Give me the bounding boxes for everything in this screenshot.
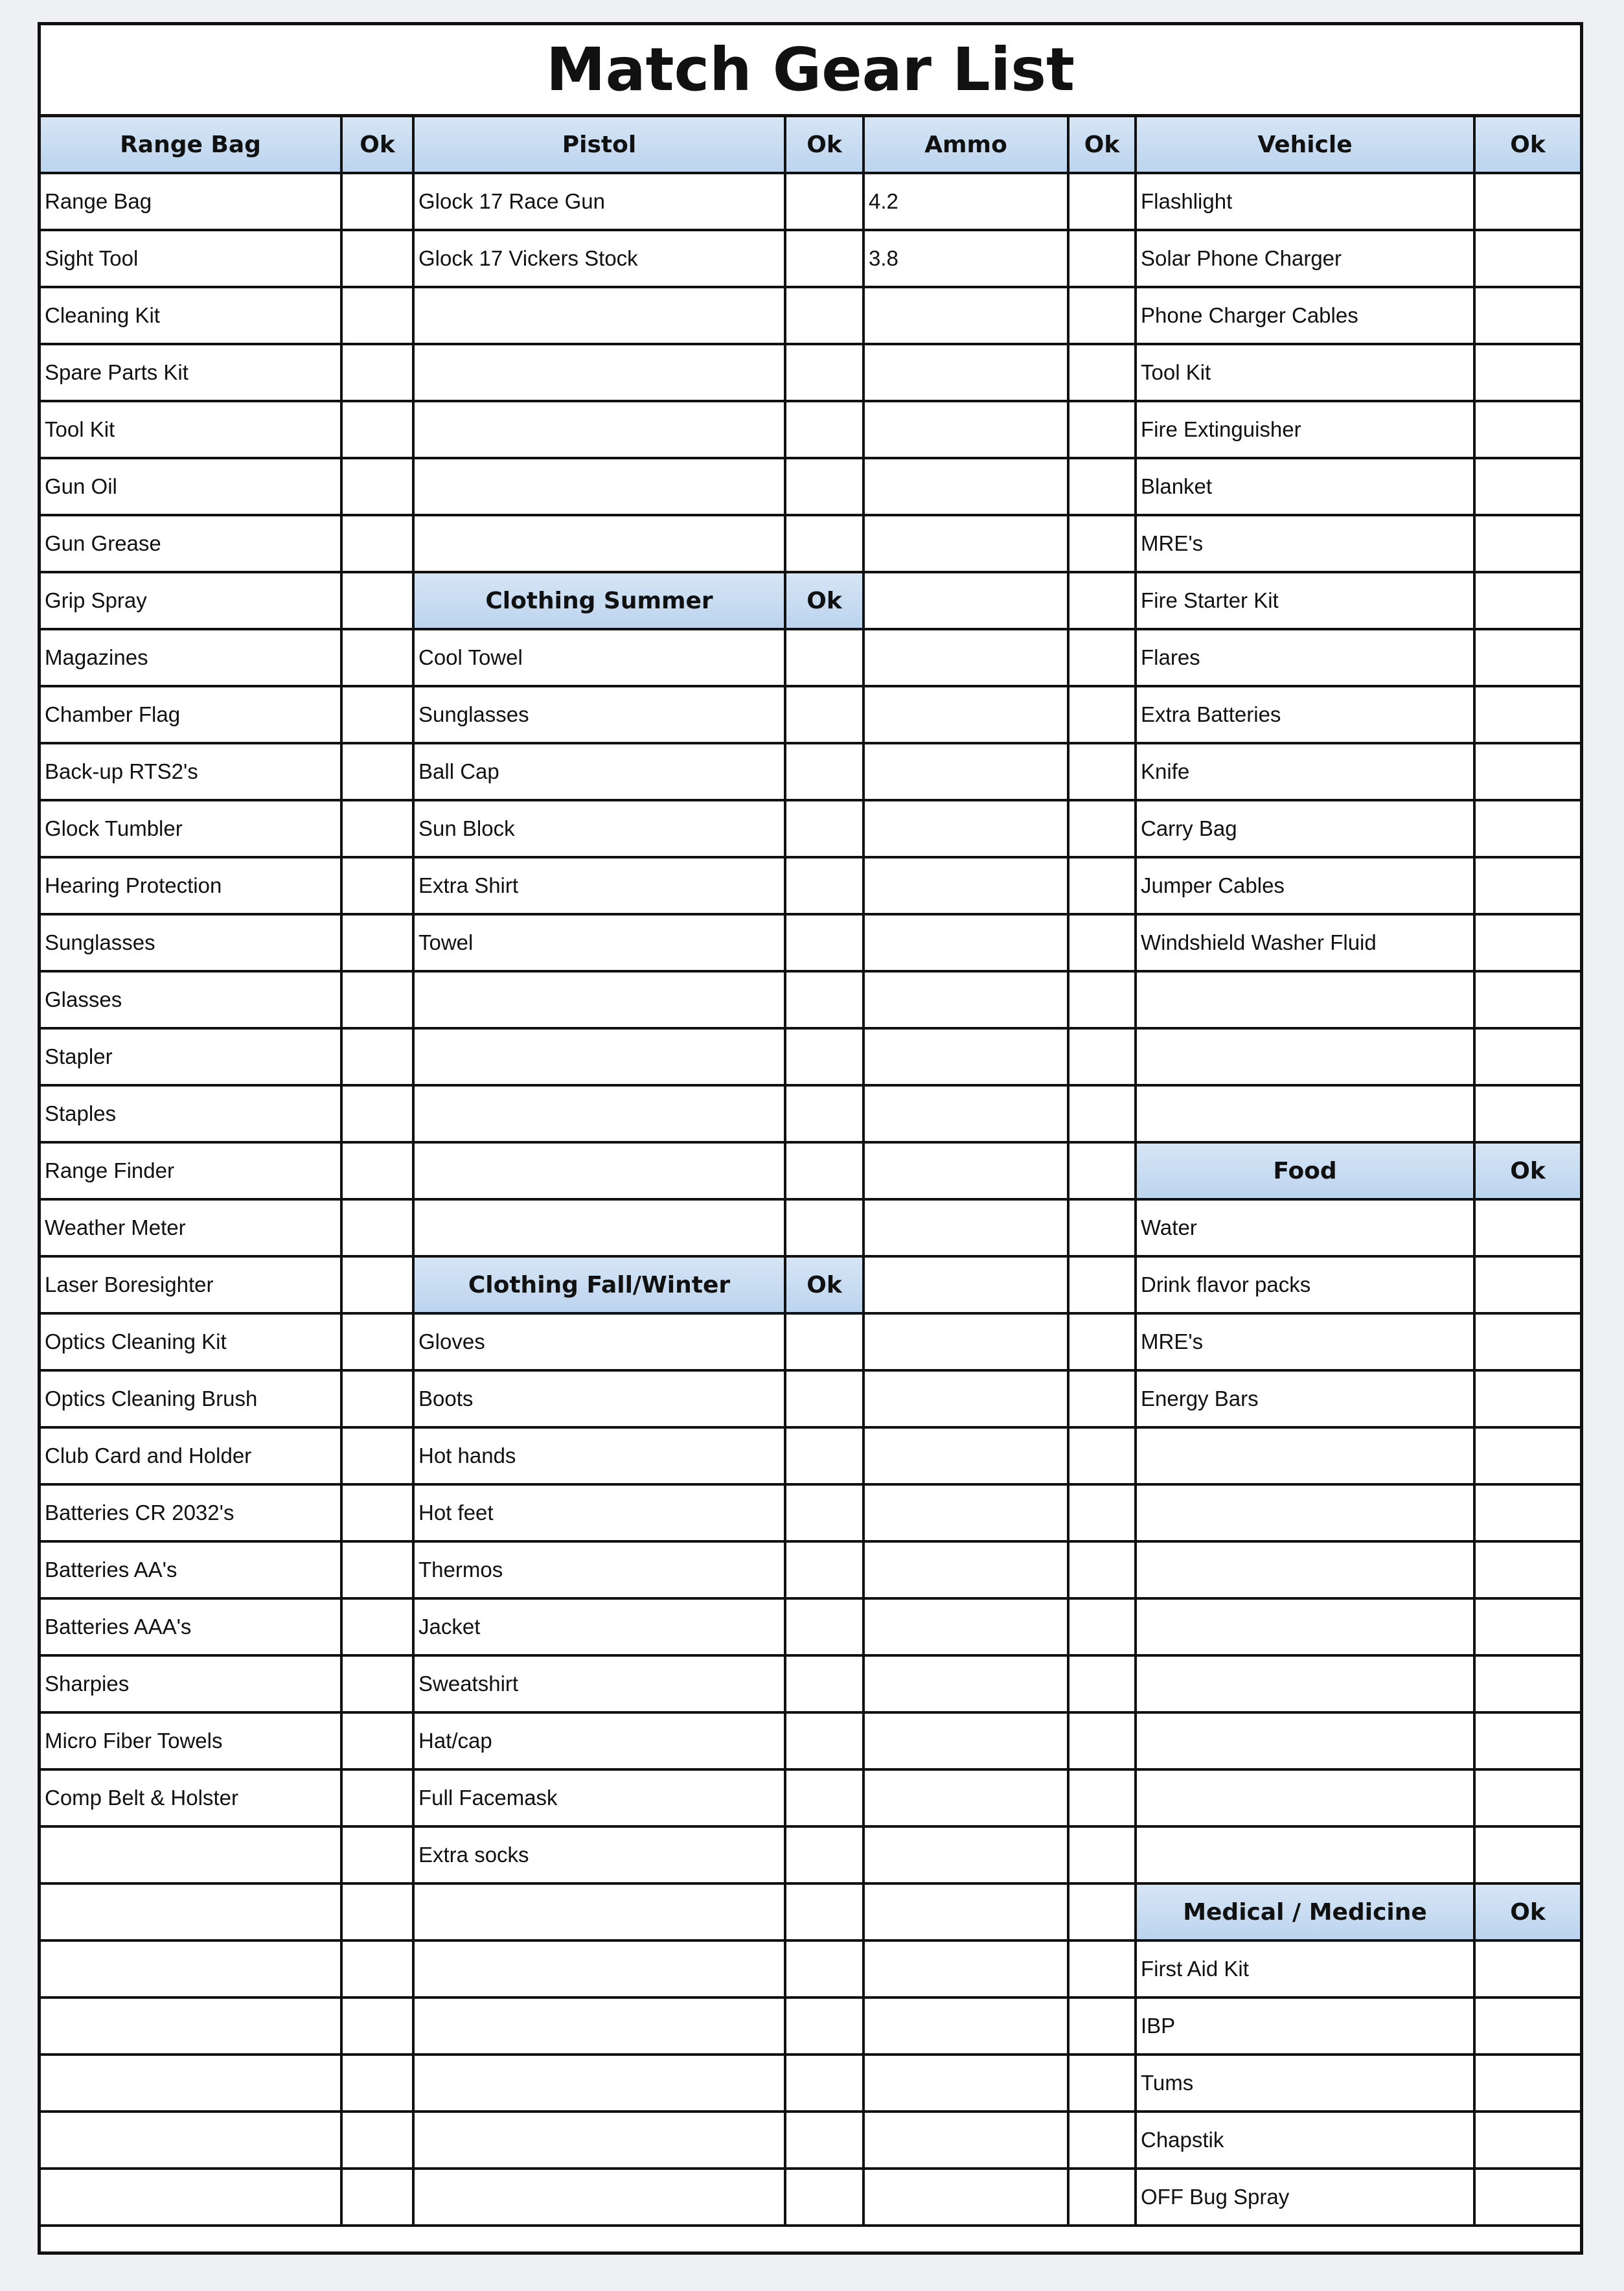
empty-cell [1137,1087,1476,1144]
empty-ok-cell[interactable] [1069,345,1137,402]
ok-checkbox-cell[interactable] [343,1372,415,1429]
ok-checkbox-cell[interactable] [1476,516,1580,573]
empty-ok-cell[interactable] [343,1828,415,1885]
list-item: Sunglasses [41,915,343,973]
list-item: Gun Oil [41,459,343,516]
list-item: Sunglasses [415,687,786,744]
empty-cell [865,1999,1069,2056]
empty-cell [41,2056,343,2113]
ok-checkbox-cell[interactable] [343,1087,415,1144]
pistol-ok-header: Ok [786,117,865,174]
vehicle-ok-header: Ok [1476,117,1580,174]
ok-checkbox-cell[interactable] [343,1771,415,1828]
empty-ok-cell[interactable] [1069,1486,1137,1543]
ok-checkbox-cell[interactable] [343,858,415,915]
ok-checkbox-cell[interactable] [1069,231,1137,288]
list-item: Glasses [41,973,343,1030]
food-ok-header: Ok [1476,1144,1580,1201]
ok-checkbox-cell[interactable] [343,915,415,973]
ok-checkbox-cell[interactable] [343,1144,415,1201]
empty-ok-cell[interactable] [786,345,865,402]
empty-ok-cell[interactable] [343,2170,415,2227]
empty-ok-cell[interactable] [1069,858,1137,915]
list-item: Knife [1137,744,1476,801]
empty-ok-cell[interactable] [1069,1657,1137,1714]
list-item: Optics Cleaning Kit [41,1315,343,1372]
empty-cell [415,2056,786,2113]
list-item: Range Bag [41,174,343,231]
ok-checkbox-cell[interactable] [1476,2170,1580,2227]
empty-cell [865,1372,1069,1429]
ok-checkbox-cell[interactable] [343,1258,415,1315]
empty-cell [865,2113,1069,2170]
list-item: Hot hands [415,1429,786,1486]
ok-checkbox-cell[interactable] [1476,630,1580,687]
ok-checkbox-cell[interactable] [343,1429,415,1486]
empty-ok-cell[interactable] [1069,459,1137,516]
gear-list-sheet [38,22,1583,2255]
list-item: Tool Kit [41,402,343,459]
list-item: Glock 17 Race Gun [415,174,786,231]
ok-checkbox-cell[interactable] [343,1543,415,1600]
empty-ok-cell[interactable] [1069,630,1137,687]
pistol-header: Pistol [415,117,786,174]
ok-checkbox-cell[interactable] [343,459,415,516]
list-item: Sun Block [415,801,786,858]
list-item: Grip Spray [41,573,343,630]
ok-checkbox-cell[interactable] [786,1771,865,1828]
empty-cell [865,402,1069,459]
empty-ok-cell[interactable] [1476,1714,1580,1771]
empty-cell [1137,1030,1476,1087]
empty-ok-cell[interactable] [1476,1486,1580,1543]
empty-ok-cell[interactable] [343,1885,415,1942]
list-item: Flares [1137,630,1476,687]
empty-ok-cell[interactable] [1069,1771,1137,1828]
clothing-fall-winter-ok-header: Ok [786,1258,865,1315]
list-item: Batteries AAA's [41,1600,343,1657]
list-item: Range Finder [41,1144,343,1201]
empty-cell [865,345,1069,402]
empty-ok-cell[interactable] [1476,1771,1580,1828]
list-item: Fire Extinguisher [1137,402,1476,459]
empty-ok-cell[interactable] [786,1999,865,2056]
vehicle-header: Vehicle [1137,117,1476,174]
ok-checkbox-cell[interactable] [786,1372,865,1429]
list-item: Full Facemask [415,1771,786,1828]
ok-checkbox-cell[interactable] [343,1657,415,1714]
ok-checkbox-cell[interactable] [343,801,415,858]
empty-cell [415,1144,786,1201]
empty-cell [865,288,1069,345]
empty-ok-cell[interactable] [1069,402,1137,459]
empty-cell [1137,1828,1476,1885]
ok-checkbox-cell[interactable] [1476,174,1580,231]
page-title: Match Gear List [41,25,1580,117]
empty-cell [415,459,786,516]
list-item: OFF Bug Spray [1137,2170,1476,2227]
empty-ok-cell[interactable] [1069,516,1137,573]
empty-ok-cell[interactable] [1069,1144,1137,1201]
empty-cell [865,1030,1069,1087]
list-item: Chapstik [1137,2113,1476,2170]
empty-cell [415,1999,786,2056]
list-item: Staples [41,1087,343,1144]
empty-ok-cell[interactable] [786,1942,865,1999]
empty-cell [865,573,1069,630]
list-item: Comp Belt & Holster [41,1771,343,1828]
list-item: Ball Cap [415,744,786,801]
ok-checkbox-cell[interactable] [1476,858,1580,915]
ok-checkbox-cell[interactable] [786,801,865,858]
empty-ok-cell[interactable] [786,1087,865,1144]
clothing-summer-header: Clothing Summer [415,573,786,630]
empty-ok-cell[interactable] [1069,1087,1137,1144]
list-item: Hot feet [415,1486,786,1543]
ok-checkbox-cell[interactable] [1476,459,1580,516]
medical-ok-header: Ok [1476,1885,1580,1942]
empty-ok-cell[interactable] [343,2113,415,2170]
empty-ok-cell[interactable] [1069,1942,1137,1999]
empty-ok-cell[interactable] [1069,1429,1137,1486]
empty-cell [865,1087,1069,1144]
empty-ok-cell[interactable] [1069,1258,1137,1315]
empty-cell [415,402,786,459]
gear-table [41,117,1580,2227]
list-item: First Aid Kit [1137,1942,1476,1999]
empty-cell [865,1942,1069,1999]
empty-cell [41,1999,343,2056]
empty-cell [865,1486,1069,1543]
empty-ok-cell[interactable] [1069,1999,1137,2056]
empty-cell [865,973,1069,1030]
empty-ok-cell[interactable] [1069,1828,1137,1885]
list-item: Tums [1137,2056,1476,2113]
ok-checkbox-cell[interactable] [786,630,865,687]
list-item: Boots [415,1372,786,1429]
empty-cell [865,801,1069,858]
ok-checkbox-cell[interactable] [1476,1315,1580,1372]
food-header: Food [1137,1144,1476,1201]
ammo-header: Ammo [865,117,1069,174]
list-item: MRE's [1137,516,1476,573]
empty-cell [865,915,1069,973]
ok-checkbox-cell[interactable] [786,858,865,915]
empty-ok-cell[interactable] [1476,1543,1580,1600]
ok-checkbox-cell[interactable] [786,1543,865,1600]
list-item: Fire Starter Kit [1137,573,1476,630]
empty-cell [865,2056,1069,2113]
list-item: Sweatshirt [415,1657,786,1714]
list-item: Extra Batteries [1137,687,1476,744]
empty-cell [415,288,786,345]
ok-checkbox-cell[interactable] [786,1657,865,1714]
list-item: Windshield Washer Fluid [1137,915,1476,973]
clothing-fall-winter-header: Clothing Fall/Winter [415,1258,786,1315]
list-item: Spare Parts Kit [41,345,343,402]
empty-cell [1137,1657,1476,1714]
empty-ok-cell[interactable] [1476,1600,1580,1657]
empty-cell [865,1657,1069,1714]
empty-cell [1137,1600,1476,1657]
list-item: Extra Shirt [415,858,786,915]
empty-ok-cell[interactable] [786,973,865,1030]
ok-checkbox-cell[interactable] [343,973,415,1030]
ok-checkbox-cell[interactable] [343,1315,415,1372]
empty-ok-cell[interactable] [1069,2170,1137,2227]
list-item: Phone Charger Cables [1137,288,1476,345]
empty-ok-cell[interactable] [1069,1030,1137,1087]
empty-ok-cell[interactable] [343,1942,415,1999]
list-item: Hearing Protection [41,858,343,915]
ok-checkbox-cell[interactable] [343,744,415,801]
empty-ok-cell[interactable] [786,2113,865,2170]
empty-cell [865,687,1069,744]
clothing-summer-ok-header: Ok [786,573,865,630]
list-item: Club Card and Holder [41,1429,343,1486]
empty-ok-cell[interactable] [1069,2113,1137,2170]
empty-ok-cell[interactable] [786,1030,865,1087]
ok-checkbox-cell[interactable] [1476,345,1580,402]
empty-ok-cell[interactable] [786,1885,865,1942]
list-item: Towel [415,915,786,973]
empty-cell [865,744,1069,801]
empty-ok-cell[interactable] [1069,1600,1137,1657]
empty-ok-cell[interactable] [786,402,865,459]
empty-cell [415,345,786,402]
empty-ok-cell[interactable] [1476,1657,1580,1714]
list-item: Optics Cleaning Brush [41,1372,343,1429]
ok-checkbox-cell[interactable] [786,915,865,973]
empty-cell [415,1885,786,1942]
list-item: Extra socks [415,1828,786,1885]
ok-checkbox-cell[interactable] [343,1600,415,1657]
list-item: Sight Tool [41,231,343,288]
ok-checkbox-cell[interactable] [1476,1372,1580,1429]
list-item: Jumper Cables [1137,858,1476,915]
ok-checkbox-cell[interactable] [343,573,415,630]
empty-cell [415,1087,786,1144]
ok-checkbox-cell[interactable] [1476,1942,1580,1999]
empty-ok-cell[interactable] [1476,1429,1580,1486]
empty-cell [415,2170,786,2227]
ok-checkbox-cell[interactable] [343,231,415,288]
empty-ok-cell[interactable] [1069,1372,1137,1429]
ok-checkbox-cell[interactable] [343,288,415,345]
ok-checkbox-cell[interactable] [786,744,865,801]
empty-cell [415,973,786,1030]
ok-checkbox-cell[interactable] [786,1429,865,1486]
empty-ok-cell[interactable] [786,459,865,516]
empty-cell [865,1543,1069,1600]
empty-cell [865,1201,1069,1258]
empty-cell [865,630,1069,687]
list-item: Water [1137,1201,1476,1258]
empty-ok-cell[interactable] [786,1201,865,1258]
list-item: Hat/cap [415,1714,786,1771]
empty-ok-cell[interactable] [1069,1885,1137,1942]
ok-checkbox-cell[interactable] [1476,231,1580,288]
range-bag-ok-header: Ok [343,117,415,174]
empty-ok-cell[interactable] [1069,1543,1137,1600]
ok-checkbox-cell[interactable] [343,687,415,744]
ok-checkbox-cell[interactable] [343,630,415,687]
empty-cell [865,1828,1069,1885]
list-item: Weather Meter [41,1201,343,1258]
empty-cell [1137,1486,1476,1543]
ok-checkbox-cell[interactable] [1476,1999,1580,2056]
ok-checkbox-cell[interactable] [786,1600,865,1657]
empty-cell [1137,973,1476,1030]
list-item: Solar Phone Charger [1137,231,1476,288]
list-item: Glock Tumbler [41,801,343,858]
ok-checkbox-cell[interactable] [1476,687,1580,744]
list-item: Flashlight [1137,174,1476,231]
ok-checkbox-cell[interactable] [1476,2056,1580,2113]
empty-cell [1137,1771,1476,1828]
list-item: IBP [1137,1999,1476,2056]
list-item: Drink flavor packs [1137,1258,1476,1315]
empty-ok-cell[interactable] [1476,1030,1580,1087]
empty-ok-cell[interactable] [1069,915,1137,973]
ok-checkbox-cell[interactable] [786,687,865,744]
empty-cell [415,2113,786,2170]
empty-ok-cell[interactable] [1069,1201,1137,1258]
empty-cell [865,2170,1069,2227]
range-bag-header: Range Bag [41,117,343,174]
ok-checkbox-cell[interactable] [343,1714,415,1771]
empty-cell [41,2170,343,2227]
ok-checkbox-cell[interactable] [1476,573,1580,630]
empty-ok-cell[interactable] [343,2056,415,2113]
ok-checkbox-cell[interactable] [343,345,415,402]
list-item: Back-up RTS2's [41,744,343,801]
list-item: 3.8 [865,231,1069,288]
empty-ok-cell[interactable] [1069,973,1137,1030]
empty-cell [415,1201,786,1258]
empty-cell [1137,1543,1476,1600]
empty-ok-cell[interactable] [786,288,865,345]
list-item: Batteries CR 2032's [41,1486,343,1543]
empty-ok-cell[interactable] [786,2056,865,2113]
ok-checkbox-cell[interactable] [1476,1201,1580,1258]
empty-ok-cell[interactable] [1476,973,1580,1030]
empty-ok-cell[interactable] [786,2170,865,2227]
ok-checkbox-cell[interactable] [1476,744,1580,801]
list-item: Sharpies [41,1657,343,1714]
ok-checkbox-cell[interactable] [786,231,865,288]
empty-cell [865,459,1069,516]
empty-ok-cell[interactable] [1069,801,1137,858]
ok-checkbox-cell[interactable] [343,402,415,459]
ok-checkbox-cell[interactable] [1476,288,1580,345]
empty-ok-cell[interactable] [1476,1828,1580,1885]
empty-cell [865,1315,1069,1372]
empty-cell [865,1600,1069,1657]
list-item: Chamber Flag [41,687,343,744]
list-item: Stapler [41,1030,343,1087]
ok-checkbox-cell[interactable] [786,1714,865,1771]
ok-checkbox-cell[interactable] [343,1486,415,1543]
ok-checkbox-cell[interactable] [786,1486,865,1543]
empty-ok-cell[interactable] [786,516,865,573]
ok-checkbox-cell[interactable] [1476,915,1580,973]
empty-cell [865,1258,1069,1315]
empty-ok-cell[interactable] [1476,1087,1580,1144]
empty-cell [41,2113,343,2170]
empty-cell [415,516,786,573]
ok-checkbox-cell[interactable] [343,516,415,573]
list-item: Gun Grease [41,516,343,573]
ok-checkbox-cell[interactable] [343,1030,415,1087]
empty-ok-cell[interactable] [1069,744,1137,801]
list-item: Blanket [1137,459,1476,516]
ok-checkbox-cell[interactable] [1476,2113,1580,2170]
medical-header: Medical / Medicine [1137,1885,1476,1942]
empty-cell [415,1030,786,1087]
ok-checkbox-cell[interactable] [343,174,415,231]
ok-checkbox-cell[interactable] [786,174,865,231]
list-item: Gloves [415,1315,786,1372]
empty-cell [865,516,1069,573]
empty-cell [865,1885,1069,1942]
empty-ok-cell[interactable] [1069,687,1137,744]
empty-cell [41,1828,343,1885]
list-item: Thermos [415,1543,786,1600]
empty-cell [41,1885,343,1942]
empty-cell [41,1942,343,1999]
ok-checkbox-cell[interactable] [343,1201,415,1258]
empty-cell [865,858,1069,915]
list-item: Cleaning Kit [41,288,343,345]
empty-cell [865,1714,1069,1771]
list-item: Carry Bag [1137,801,1476,858]
ok-checkbox-cell[interactable] [1476,801,1580,858]
empty-cell [1137,1714,1476,1771]
list-item: Glock 17 Vickers Stock [415,231,786,288]
empty-ok-cell[interactable] [1069,288,1137,345]
empty-cell [865,1144,1069,1201]
ok-checkbox-cell[interactable] [786,1828,865,1885]
list-item: MRE's [1137,1315,1476,1372]
empty-cell [1137,1429,1476,1486]
list-item: Micro Fiber Towels [41,1714,343,1771]
empty-cell [865,1771,1069,1828]
list-item: Batteries AA's [41,1543,343,1600]
list-item: Energy Bars [1137,1372,1476,1429]
empty-cell [415,1942,786,1999]
ok-checkbox-cell[interactable] [1069,174,1137,231]
empty-cell [865,1429,1069,1486]
list-item: Laser Boresighter [41,1258,343,1315]
empty-ok-cell[interactable] [1069,1714,1137,1771]
list-item: Jacket [415,1600,786,1657]
list-item: 4.2 [865,174,1069,231]
empty-ok-cell[interactable] [786,1144,865,1201]
empty-ok-cell[interactable] [1069,573,1137,630]
list-item: Cool Towel [415,630,786,687]
ok-checkbox-cell[interactable] [1476,1258,1580,1315]
ok-checkbox-cell[interactable] [1476,402,1580,459]
list-item: Tool Kit [1137,345,1476,402]
ammo-ok-header: Ok [1069,117,1137,174]
empty-ok-cell[interactable] [1069,2056,1137,2113]
empty-ok-cell[interactable] [1069,1315,1137,1372]
empty-ok-cell[interactable] [343,1999,415,2056]
ok-checkbox-cell[interactable] [786,1315,865,1372]
list-item: Magazines [41,630,343,687]
